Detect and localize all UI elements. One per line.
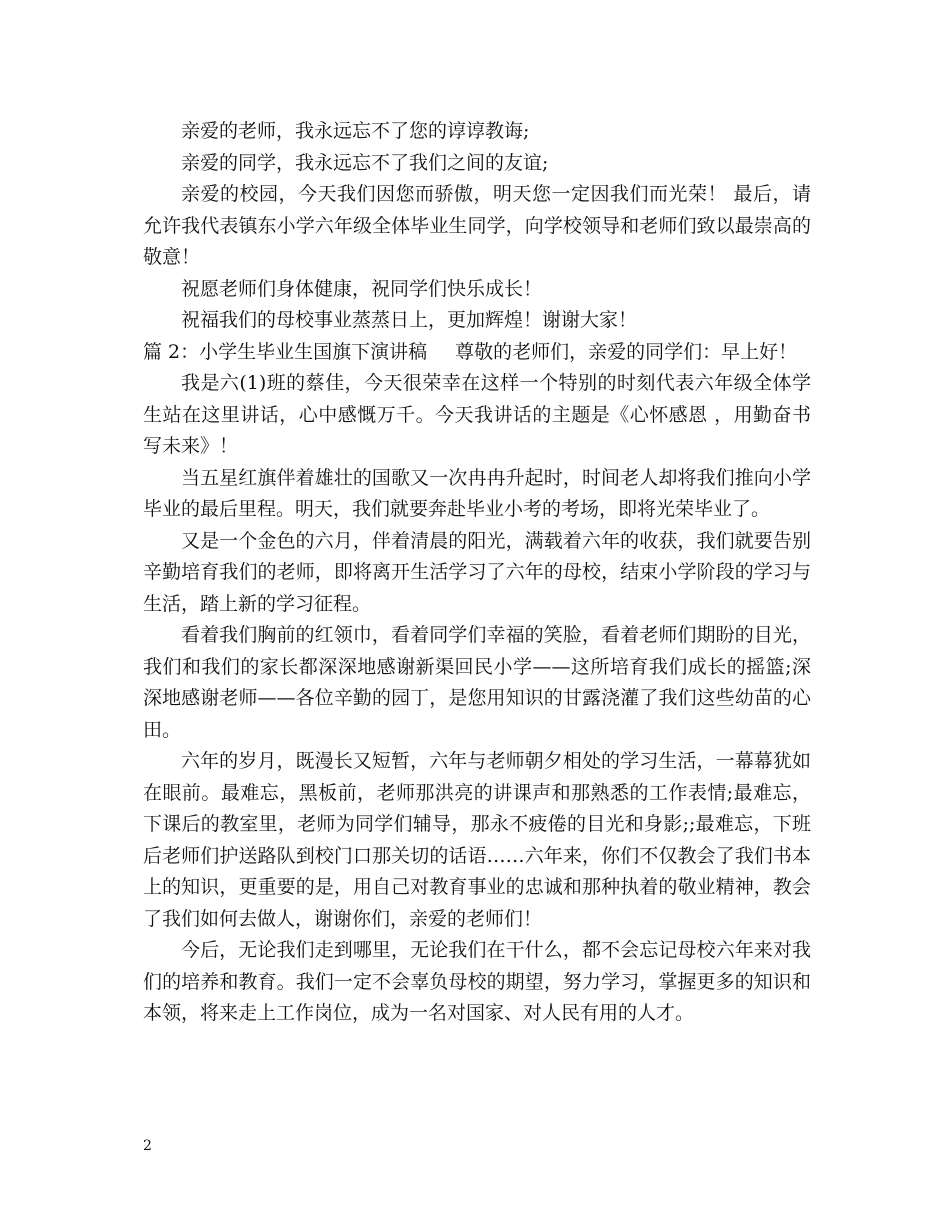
page-number: 2 bbox=[143, 1138, 152, 1154]
section-greeting: 尊敬的老师们，亲爱的同学们：早上好！ bbox=[455, 340, 798, 363]
section-title: 篇 2：小学生毕业生国旗下演讲稿 bbox=[143, 340, 428, 363]
paragraph: 祝福我们的母校事业蒸蒸日上，更加辉煌！谢谢大家！ bbox=[181, 309, 638, 331]
paragraph: 今后，无论我们走到哪里，无论我们在干什么，都不会忘记母校六年来对我们的培养和教育。我们一定不会辜负母校的期望，努力学习，掌握更多的知识和本领，将来走上工作岗位，成为一名对国家、对人民有用的人才。 bbox=[143, 939, 811, 1024]
paragraph: 祝愿老师们身体健康，祝同学们快乐成长！ bbox=[181, 277, 543, 300]
document-content bbox=[143, 116, 811, 1030]
paragraph: 亲爱的同学，我永远忘不了我们之间的友谊; bbox=[181, 151, 549, 174]
section-heading bbox=[143, 337, 811, 369]
paragraph: 亲爱的校园，今天我们因您而骄傲，明天您一定因我们而光荣！ 最后，请允许我代表镇东小学六年级全体毕业生同学，向学校领导和老师们致以最崇高的敬意！ bbox=[143, 183, 811, 268]
paragraph: 我是六(1)班的蔡佳，今天很荣幸在这样一个特别的时刻代表六年级全体学生站在这里讲话，心中感慨万千。今天我讲话的主题是《心怀感恩 ，用勤奋书写未来》！ bbox=[143, 372, 811, 457]
paragraph: 当五星红旗伴着雄壮的国歌又一次冉冉升起时，时间老人却将我们推向小学毕业的最后里程。明天，我们就要奔赴毕业小考的考场，即将光荣毕业了。 bbox=[143, 466, 811, 520]
paragraph: 又是一个金色的六月，伴着清晨的阳光，满载着六年的收获，我们就要告别辛勤培育我们的老师，即将离开生活学习了六年的母校，结束小学阶段的学习与生活，踏上新的学习征程。 bbox=[143, 529, 811, 615]
paragraph: 亲爱的老师，我永远忘不了您的谆谆教诲; bbox=[181, 120, 530, 142]
paragraph: 六年的岁月，既漫长又短暂，六年与老师朝夕相处的学习生活，一幕幕犹如在眼前。最难忘，黑板前，老师那洪亮的讲课声和那熟悉的工作表情;最难忘，下课后的教室里，老师为同学们辅导，那永不疲倦的目光和身影;;最难忘，下班后老师们护送路队到校门口那关切的话语……六年来，你们不仅教会了我们书本上的知识，更重要的是，用自己对教育事业的忠诚和那种执着的敬业精神，教会了我们如何去做人，谢谢你们，亲爱的老师们！ bbox=[143, 750, 811, 930]
paragraph: 看着我们胸前的红领巾，看着同学们幸福的笑脸，看着老师们期盼的目光，我们和我们的家长都深深地感谢新渠回民小学——这所培育我们成长的摇篮;深深地感谢老师——各位辛勤的园丁，是您用知识的甘露浇灌了我们这些幼苗的心田。 bbox=[143, 624, 811, 741]
